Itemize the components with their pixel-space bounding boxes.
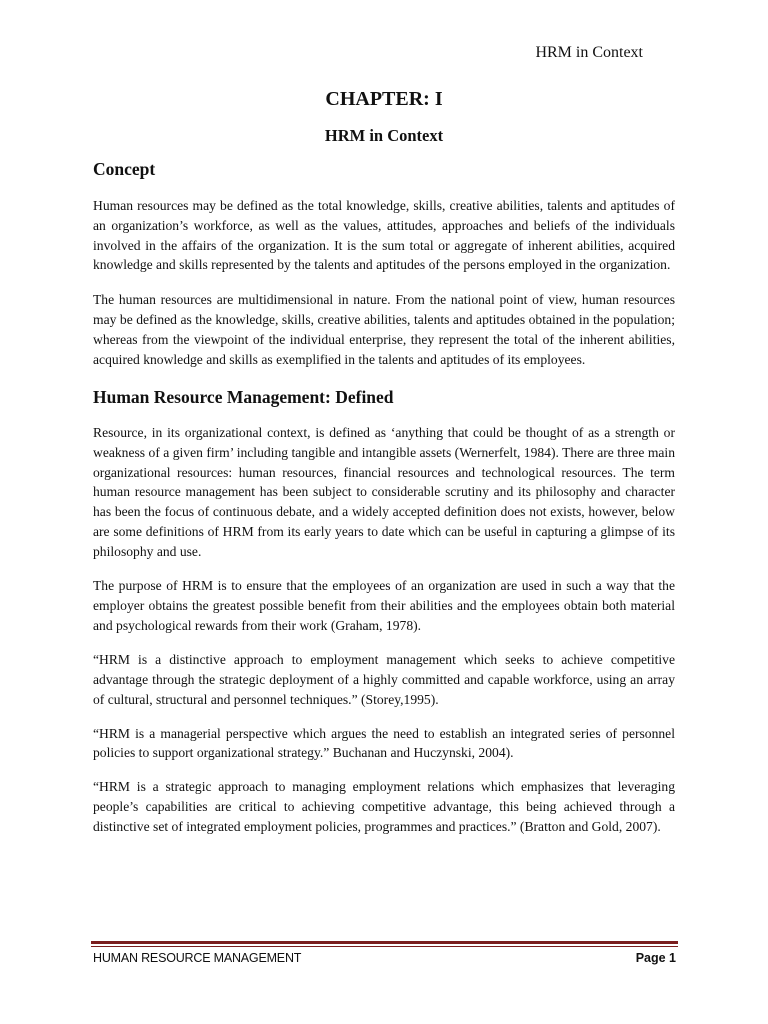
page-number: Page 1	[635, 951, 676, 965]
page-body	[93, 158, 675, 837]
chapter-subtitle: HRM in Context	[324, 126, 444, 145]
footer-divider	[91, 941, 678, 944]
paragraph: Human resources may be defined as the total knowledge, skills, creative abilities, talents and aptitudes of an organization’s workforce, as well as the values, attitudes, approaches and beliefs of the individuals involved in the affairs of the organization. It is the sum total or aggregate of inherent abilities, acquired knowledge and skills represented by the talents and aptitudes of the persons employed in the organization.	[93, 197, 675, 273]
paragraph: The purpose of HRM is to ensure that the employees of an organization are used in such a way that the employer obtains the greatest possible benefit from their abilities and the employees obtain both material and psychological rewards from their work (Graham, 1978).	[93, 578, 675, 633]
section-heading-hrm-defined: Human Resource Management: Defined	[93, 387, 394, 407]
quote-paragraph: “HRM is a managerial perspective which argues the need to establish an integrated series of personnel policies to support organizational strategy.” Buchanan and Huczynski, 2004).	[93, 725, 675, 761]
paragraph: Resource, in its organizational context, is defined as ‘anything that could be thought of as a strength or weakness of a given firm’ including tangible and intangible assets (Wernerfelt, 1984). There are three main organizational resources: human resources, financial resources and technological resources. The term human resource management has been subject to considerable scrutiny and its philosophy and character has been the focus of continuous debate, and a widely accepted definition does not exists, however, below are some definitions of HRM from its early years to date which can be useful in capturing a glimpse of its philosophy and use.	[93, 424, 675, 560]
quote-paragraph: “HRM is a distinctive approach to employment management which seeks to achieve competitive advantage through the strategic deployment of a highly committed and capable workforce, using an array of cultural, structural and personnel techniques.” (Storey,1995).	[93, 651, 675, 707]
footer-divider-thin	[91, 946, 678, 947]
chapter-title: CHAPTER: I	[325, 88, 443, 110]
footer-book-title: HUMAN RESOURCE MANAGEMENT	[93, 951, 302, 965]
running-header: HRM in Context	[535, 44, 643, 61]
section-heading-concept: Concept	[93, 159, 156, 179]
paragraph: The human resources are multidimensional in nature. From the national point of view, human resources may be defined as the knowledge, skills, creative abilities, talents and aptitudes obtained in the population; whereas from the viewpoint of the individual enterprise, they represent the total of the inherent abilities, acquired knowledge and skills as exemplified in the talents and aptitudes of its employees.	[93, 292, 675, 368]
quote-paragraph: “HRM is a strategic approach to managing employment relations which emphasizes that leveraging people’s capabilities are critical to achieving competitive advantage, this being achieved through a distinctive set of integrated employment policies, programmes and practices.” (Bratton and Gold, 2007).	[93, 779, 675, 835]
